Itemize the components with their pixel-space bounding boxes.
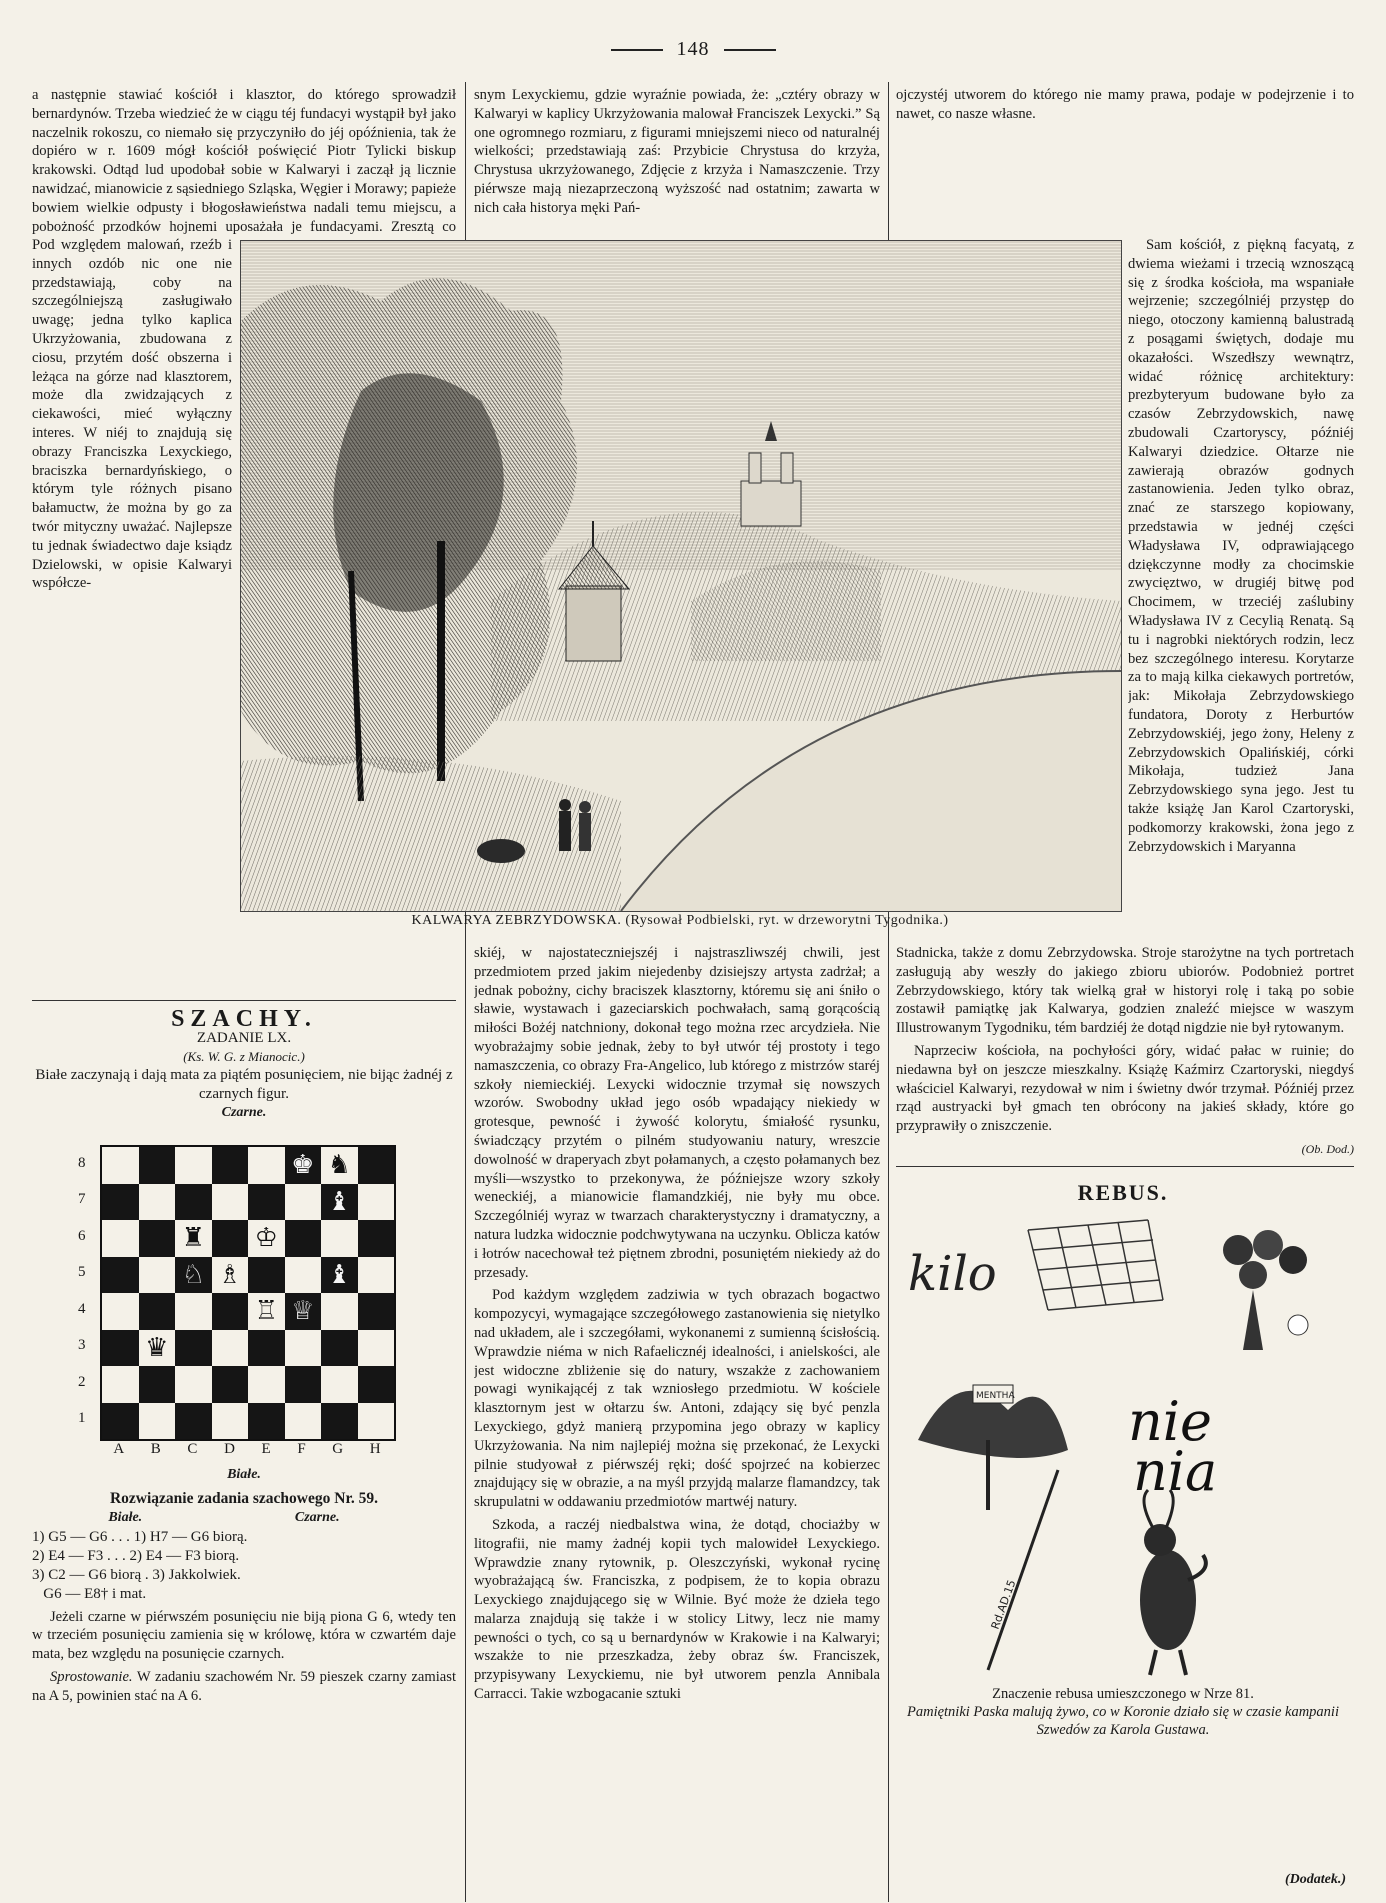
col1-paragraph-1a: a następnie stawiać kościół i klasztor, do którego sprowadził bernardynów. Trzeba wiedzieć że w ciągu téj fundacyi wystąpił był jako naczelnik rokoszu, co niemało się przyczyniło do jéj opóźnienia, tak że dopiéro w r. 1609 mógł kościół poświęcić Piotr Tylicki biskup krakowski. Odtąd lud upodobał sobie w Kalwaryi i zaczął ją licznie nawidzać, mianowicie z sąsiedniego Szląska, Węgier i Morawy; papieże bowiem wielkie odpusty i błogosławieństwa nadali temu miejscu, a pobożność przodków hojnemi uposażała je fundacyami. Zresztą co	[32, 87, 456, 235]
file-label: F	[297, 1441, 306, 1457]
goat-icon	[1140, 1490, 1206, 1675]
chess-square	[175, 1403, 212, 1440]
figure-caption: KALWARYA ZEBRZYDOWSKA. (Rysował Podbielski, ryt. w drzeworytni Tygodnika.)	[411, 913, 949, 928]
chess-square	[321, 1366, 358, 1403]
chess-piece: ♜	[181, 1223, 205, 1254]
chess-problem-number: ZADANIE LX.	[196, 1029, 292, 1046]
chess-piece: ♛	[145, 1332, 169, 1363]
column-2-top	[474, 86, 880, 236]
solution-black-header: Czarne.	[294, 1509, 340, 1525]
chess-board	[100, 1145, 396, 1441]
net-grid-icon	[1028, 1220, 1163, 1310]
page-header	[0, 38, 1386, 61]
chess-piece: ♝	[327, 1186, 351, 1217]
chess-square	[102, 1293, 139, 1330]
column-3-narrow	[1128, 236, 1354, 962]
chess-square	[139, 1220, 176, 1257]
rank-label: 1	[78, 1410, 86, 1427]
chess-square	[212, 1293, 249, 1330]
rank-label: 3	[78, 1337, 86, 1354]
col3-paragraph-3: Stadnicka, także z domu Zebrzydowska. Stroje starożytne na tych portretach zasługują aby weszły do jakiego zbioru ubiorów. Podobnież portret Zebrzydowskiego, który tak wielką grał w historyi rolę i taką po sobie zostawił pamiątkę jak Kalwarya, godzien znaleźć miejsce w waszym Illustrowanym Tygodniku, tém bardziéj że dotąd nigdzie nie był rytowanym.	[896, 945, 1354, 1037]
chess-square	[285, 1147, 322, 1184]
solution-column-headers	[32, 1509, 456, 1528]
chess-square	[139, 1330, 176, 1367]
rebus-section	[898, 1180, 1348, 1750]
chess-square	[102, 1330, 139, 1367]
page-number: 148	[676, 38, 710, 60]
column-3-top	[896, 86, 1354, 236]
chess-square	[175, 1366, 212, 1403]
chess-square	[139, 1366, 176, 1403]
file-label: H	[369, 1441, 381, 1457]
chess-square	[358, 1293, 395, 1330]
rebus-sign-text: MENTHA	[976, 1391, 1015, 1401]
chess-square	[285, 1184, 322, 1221]
solution-white-header: Białe.	[108, 1509, 143, 1525]
rebus-word-kilo: kilo	[908, 1246, 997, 1302]
chess-square	[102, 1184, 139, 1221]
rebus-drawing	[898, 1210, 1348, 1680]
chess-square	[139, 1184, 176, 1221]
chess-piece: ♚	[291, 1150, 315, 1181]
chess-white-label: Białe.	[227, 1467, 261, 1482]
col2-paragraph-1: skiéj, w najostateczniejszéj i najstraszliwszéj chwili, jest przedmiotem przed jakim niejedenby dzisiejszy artysta zadrżał; a jednak pobożny, cichy braciszek klasztorny, któremu się ani śniło o sławie, wystawach i gazeciarskich pochwałach, samą gorącością miłości Bożéj natchniony, dokonał tego można rzec arcydzieła. Nie wyobrażajmy sobie jednak, żeby to był utwór téj prostoty i tego namaszczenia, co obrazy Fra-Angelico, lub którego z mistrzów staréj szkoły niemieckiéj. Lexycki widocznie trzymał się nowszych wzorów. Swobodny układ jego osób wpadający niekiedy w grotesque, pewność i żywość kolorytu, śmiałość rysunku, świadczący przytém o pilném studyowaniu natury, wreszcie dowolność w draperyach zbyt połamanych, a często połamanych bez myśli—wszystko to przekonywa, że późniejsze wzory szkoły weneckiéj, a mianowicie flamandzkiéj, nie były mu obce. Szczególniéj wyraz w twarzach charakterystyczny i dramatyczny, a natura ludzka widocznie podchwytywana na uczynku. Oblicza katów i łotrów nacechował też piętnem zbrodni, posuniętém niekiedy aż do przesady.	[474, 945, 880, 1281]
file-label: C	[187, 1441, 198, 1457]
footer-note: (Dodatek.)	[1284, 1872, 1346, 1887]
chess-piece: ♘	[181, 1259, 205, 1290]
chess-black-label: Czarne.	[221, 1104, 267, 1120]
correction-label: Sprostowanie.	[50, 1668, 133, 1685]
chess-square	[212, 1184, 249, 1221]
chess-square	[321, 1257, 358, 1294]
chess-square	[358, 1403, 395, 1440]
chess-square	[358, 1366, 395, 1403]
engraving-kalwarya	[240, 240, 1122, 912]
col2-paragraph-2: Pod każdym względem zadziwia w tych obrazach bogactwo kompozycyi, wymagające szczegółowego zastanowienia się nietylko nad układem, ale i szczegółami, wykonanemi z sumienną ścisłością. Wprawdzie niéma w nich Rafaelicznéj idealności, i anielskości, ale jest widoczne zbliżenie się do natury, wszakże z zachowaniem powagi wynikającéj z tak wzniosłego przedmiotu. W kościele klasztornym jest w ołtarzu św. Antoni, zdający się być penzla Lexyckiego, gdyż manierą przypomina jego obrazy w kaplicy Ukrzyżowania. Na nim najlepiéj można się przekonać, że Lexycki pilnie studyował z piérwszéj ręki; dość spojrzeć na kobierzec znajdujący się w obrazie, a na myśl przyjdą malarze flamandzcy, tak skrupulatni w oddawaniu przedmiotów martwéj natury.	[474, 1287, 880, 1511]
chess-square	[358, 1184, 395, 1221]
chess-square	[285, 1257, 322, 1294]
file-label: G	[332, 1441, 344, 1457]
chess-square	[102, 1220, 139, 1257]
chess-square	[212, 1220, 249, 1257]
rank-label: 4	[78, 1300, 86, 1317]
solution-line-2: 2) E4 — F3 . . . 2) E4 — F3 biorą.	[32, 1547, 240, 1564]
chess-square	[139, 1293, 176, 1330]
solution-note: Jeżeli czarne w piérwszém posunięciu nie biją piona G 6, wtedy ten w trzeciém posunięciu zamienia się w królowę, która w czwartém daje mata, bez względu na posunięcie czarnych.	[32, 1608, 456, 1663]
chess-square	[285, 1220, 322, 1257]
chess-piece: ♕	[291, 1296, 315, 1327]
chess-piece: ♔	[254, 1223, 278, 1254]
chess-square	[139, 1147, 176, 1184]
column-1-narrow	[32, 236, 232, 962]
column-2-bottom	[474, 944, 880, 1896]
rebus-word-nia: nia	[1133, 1440, 1218, 1503]
chess-square	[358, 1257, 395, 1294]
file-labels	[100, 1441, 394, 1458]
chess-square	[212, 1366, 249, 1403]
rank-label: 2	[78, 1373, 86, 1390]
file-label: A	[113, 1441, 125, 1457]
chess-square	[358, 1330, 395, 1367]
chess-square	[285, 1293, 322, 1330]
rebus-title: REBUS.	[1077, 1180, 1169, 1205]
chess-solution	[32, 1490, 456, 1900]
chess-square	[102, 1403, 139, 1440]
col3-signature: (Ob. Dod.)	[1301, 1141, 1354, 1156]
chess-square	[175, 1184, 212, 1221]
chess-square	[248, 1293, 285, 1330]
col3-paragraph-2: Sam kościół, z piękną facyatą, z dwiema wieżami i trzecią wznoszącą się z środka kościoła, ma wspaniałe wejrzenie; szczególniéj przystęp do niego, otoczony kamienną balustradą z posągami świętych, dodaje mu okazałości. Wszedłszy wewnątrz, widać różnicę architektury: prezbyteryum budowane było za czasów Zebrzydowskich, nawę zbudowali Czartoryscy, późniéj Kalwaryi dziedzice. Ołtarze nie zawierają obrazów godnych zastanowienia. Jeden tylko obraz, znać ze starszego kopiowany, przedstawia w jednéj części Władysława IV, odprawiającego dziękczynne modły za chocimskie zwycięztwo, w drugiéj bitwę pod Chocimem, w trzeciéj zaślubiny Władysława IV z Cecylią Renatą. Są tu i nagrobki niektórych rodzin, lecz bez szczególnego interesu. Korytarze za to mają kilka ciekawych portretów, jak: Mikołaja Zebrzydowskiego fundatora, Doroty z Herburtów Zebrzydowskiéj, jego żony, Heleny z Zebrzydowskich Opalińskiéj, córki Mikołaja, tudzież Jana Zebrzydowskiego syna jego. Jest tu także książę Jan Karol Czartoryski, podkomorzy krakowski, żona jego z Zebrzydowskich i Maryanna	[1128, 237, 1354, 855]
chess-square	[212, 1257, 249, 1294]
col1-narrow-text: Pod względem malowań, rzeźb i innych ozdób nic one nie przedstawiają, coby na szczególniejszą zasługiwało uwagę; jedna tylko kaplica Ukrzyżowania, zbudowana z ciosu, przytém dość obszerna i leżąca na górze nad klasztorem, może dla zwidzających z ciekawości, mieć wyłączny interes. W niéj to znajdują się obrazy Franciszka Lexyckiego, braciszka bernardyńskiego, o którym tyle różnych pisano bałamuctw, że można by go za twór mityczny uważać. Najlepsze tu jednak świadectwo daje ksiądz Dzielowski, w opisie Kalwaryi współcze-	[32, 237, 232, 592]
column-3-bottom	[896, 944, 1354, 1164]
col1-paragraph-1b	[32, 236, 232, 593]
file-label: E	[261, 1441, 271, 1457]
chess-square	[175, 1257, 212, 1294]
chess-square	[248, 1220, 285, 1257]
rebus-answer-block	[898, 1685, 1348, 1739]
chess-square	[212, 1330, 249, 1367]
chess-square	[139, 1257, 176, 1294]
chess-square	[212, 1147, 249, 1184]
chess-square	[248, 1366, 285, 1403]
col3-paragraph-4: Naprzeciw kościoła, na pochyłości góry, widać pałac w ruinie; do niedawna był on jeszcze mieszkalny. Książę Kaźmirz Czartoryski, niegdyś właściciel Kalwaryi, rezydował w nim i świetny dwór trzymał. Późniéj przez rząd austryacki był gmach ten obrócony na jakieś składy, które go przyprawiły o zniszczenie.	[896, 1042, 1354, 1135]
tree-with-sign-icon	[918, 1385, 1068, 1510]
chess-header	[32, 1010, 456, 1140]
rebus-answer-intro: Znaczenie rebusa umieszczonego w Nrze 81.	[992, 1686, 1254, 1702]
rank-labels	[78, 1145, 92, 1437]
col2-paragraph-top: snym Lexyckiemu, gdzie wyraźnie powiada, że: „cztéry obrazy w Kalwaryi w kaplicy Ukrzyżowania malował Franciszek Lexycki.” Są one ogromnego rozmiaru, z figurami mniejszemi nieco od naturalnéj wielkości; przedstawiają zaś: Przybicie Chrystusa do krzyża, Chrystusa ukrzyżowanego, Zdjęcie z krzyża i Namaszczenie. Trzy piérwsze mają niezaprzeczoną wyższość nad ostatnim; zawarta w nich cała historya męki Pań-	[474, 87, 880, 216]
chess-square	[321, 1403, 358, 1440]
solution-title: Rozwiązanie zadania szachowego Nr. 59.	[109, 1490, 379, 1507]
chess-square	[175, 1330, 212, 1367]
chess-white-label-wrap	[32, 1465, 456, 1485]
rank-label: 7	[78, 1191, 86, 1208]
chess-piece: ♗	[218, 1259, 242, 1290]
bouquet-icon	[1223, 1230, 1308, 1350]
rebus-divider	[896, 1166, 1354, 1167]
chess-task: Białe zaczynają i dają mata za piątém posunięciem, nie bijąc żadnéj z czarnych figur.	[35, 1067, 453, 1103]
solution-line-3: 3) C2 — G6 biorą . 3) Jakkolwiek.	[32, 1566, 241, 1583]
chess-title: SZACHY.	[171, 1010, 317, 1032]
chess-author: (Ks. W. G. z Mianocic.)	[183, 1048, 305, 1064]
chess-piece: ♞	[327, 1150, 351, 1181]
chess-square	[102, 1147, 139, 1184]
chess-square	[248, 1184, 285, 1221]
chess-square	[248, 1257, 285, 1294]
chess-square	[175, 1220, 212, 1257]
chess-square	[212, 1403, 249, 1440]
chess-square	[248, 1147, 285, 1184]
rebus-word-nie: nie	[1128, 1390, 1213, 1453]
chess-square	[285, 1403, 322, 1440]
chess-square	[321, 1147, 358, 1184]
staff-icon	[988, 1470, 1058, 1670]
chess-divider	[32, 1000, 456, 1001]
file-label: B	[150, 1441, 161, 1457]
column-1-top	[32, 86, 456, 236]
chess-square	[248, 1403, 285, 1440]
col2-paragraph-3: Szkoda, a raczéj niedbalstwa wina, że dotąd, chociażby w litografii, nie mamy żadnéj kopii tych malowideł Lexyckiego. Wprawdzie znany rytownik, p. Oleszczyński, wykonał rycinę wyobrażającą św. Franciszka, z podpisem, że to kopia obrazu Lexyckiego znajdującego się w Wilnie. Być może że dzieła tego malarza znajdują się także i w stolicy Litwy, lecz nie mamy pewności o tych, co są u bernardynów w Krakowie i na Kalwaryi; wszakże to nie przeszkadza, żeby obraz św. Franciszek, przypisywany Lexyckiemu, nie był utworem penzla Annibala Carracci. Takie wzbogacanie sztuki	[474, 1516, 880, 1703]
chess-square	[321, 1184, 358, 1221]
rank-label: 8	[78, 1154, 86, 1171]
solution-line-1: 1) G5 — G6 . . . 1) H7 — G6 biorą.	[32, 1528, 248, 1545]
landscape-illustration	[241, 241, 1121, 911]
chess-square	[175, 1147, 212, 1184]
chess-correction	[32, 1668, 456, 1706]
correction-text: W zadaniu szachowém Nr. 59 pieszek czarny zamiast na A 5, powinien stać na A 6.	[32, 1668, 456, 1704]
chess-square	[175, 1293, 212, 1330]
file-label: D	[224, 1441, 235, 1457]
chess-square	[358, 1220, 395, 1257]
chess-square	[358, 1147, 395, 1184]
chess-square	[285, 1330, 322, 1367]
rebus-staff-text: Rd.AD.15	[988, 1578, 1019, 1632]
chess-square	[321, 1293, 358, 1330]
chess-piece: ♝	[327, 1259, 351, 1290]
chess-square	[102, 1257, 139, 1294]
rebus-answer: Pamiętniki Paska malują żywo, co w Koronie działo się w czasie kampanii Szwedów za Karola Gustawa.	[906, 1704, 1339, 1738]
chess-piece: ♖	[254, 1296, 278, 1327]
chess-square	[285, 1366, 322, 1403]
chess-square	[321, 1220, 358, 1257]
rank-label: 6	[78, 1227, 86, 1244]
chess-square	[321, 1330, 358, 1367]
col3-paragraph-1: ojczystéj utworem do którego nie mamy prawa, podaje w podejrzenie i to nawet, co nasze własne.	[896, 87, 1354, 122]
solution-line-4: G6 — E8† i mat.	[32, 1585, 147, 1602]
chess-square	[102, 1366, 139, 1403]
chess-square	[248, 1330, 285, 1367]
rank-label: 5	[78, 1264, 86, 1281]
chess-square	[139, 1403, 176, 1440]
